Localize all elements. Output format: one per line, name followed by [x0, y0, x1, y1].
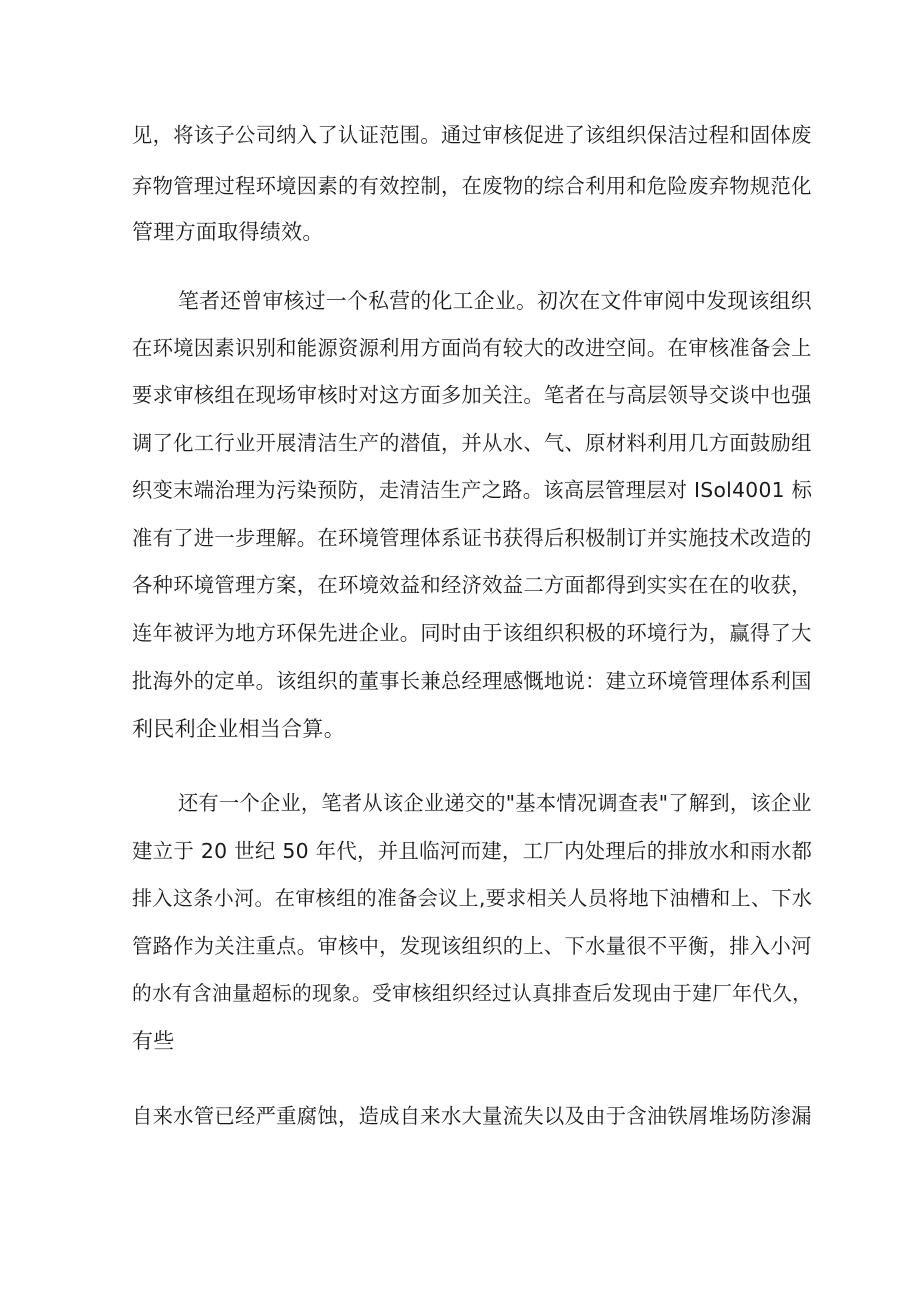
- paragraph-2-line-7: 各种环境管理方案，在环境效益和经济效益二方面都得到实实在在的收获，: [132, 573, 812, 597]
- paragraph-3-line-5: 的水有含油量超标的现象。受审核组织经过认真排查后发现由于建厂年代久，: [132, 982, 813, 1005]
- paragraph-2-line-5: 织变末端治理为污染预防，走清洁生产之路。该高层管理层对 ISol4001 标: [132, 478, 813, 502]
- paragraph-2-line-3: 要求审核组在现场审核时对这方面多加关注。笔者在与高层领导交谈中也强: [132, 383, 812, 407]
- paragraph-3-line-1: 还有一个企业，笔者从该企业递交的"基本情况调查表"了解到，该企业: [178, 791, 812, 815]
- paragraph-3-line-4: 管路作为关注重点。审核中，发现该组织的上、下水量很不平衡，排入小河: [132, 934, 812, 958]
- paragraph-1-line-1: 见，将该子公司纳入了认证范围。通过审核促进了该组织保洁过程和固体废: [132, 123, 812, 147]
- paragraph-4-line-1: 自来水管已经严重腐蚀，造成自来水大量流失以及由于含油铁屑堆场防渗漏: [132, 1104, 812, 1128]
- paragraph-2-line-1: 笔者还曾审核过一个私营的化工企业。初次在文件审阅中发现该组织: [178, 289, 812, 313]
- paragraph-2-line-4: 调了化工行业开展清洁生产的潜值，并从水、气、原材料利用几方面鼓励组: [132, 431, 812, 455]
- paragraph-2-line-2: 在环境因素识别和能源资源利用方面尚有较大的改进空间。在审核准备会上: [132, 336, 812, 360]
- paragraph-2-line-8: 连年被评为地方环保先进企业。同时由于该组织积极的环境行为，赢得了大: [132, 621, 812, 645]
- paragraph-1-line-3: 管理方面取得绩效。: [132, 220, 324, 244]
- paragraph-1-line-2: 弃物管理过程环境因素的有效控制，在废物的综合利用和危险废弃物规范化: [132, 174, 812, 198]
- paragraph-3-line-2: 建立于 20 世纪 50 年代，并且临河而建，工厂内处理后的排放水和雨水都: [132, 839, 813, 863]
- paragraph-2-line-10: 利民利企业相当合算。: [132, 717, 345, 741]
- paragraph-2-line-9: 批海外的定单。该组织的董事长兼总经理感慨地说：建立环境管理体系利国: [132, 669, 812, 693]
- paragraph-3-line-3: 排入这条小河。在审核组的准备会议上,要求相关人员将地下油槽和上、下水: [132, 886, 813, 910]
- paragraph-2-line-6: 准有了进一步理解。在环境管理体系证书获得后积极制订并实施技术改造的: [132, 526, 812, 550]
- paragraph-3-line-6: 有些: [132, 1029, 175, 1053]
